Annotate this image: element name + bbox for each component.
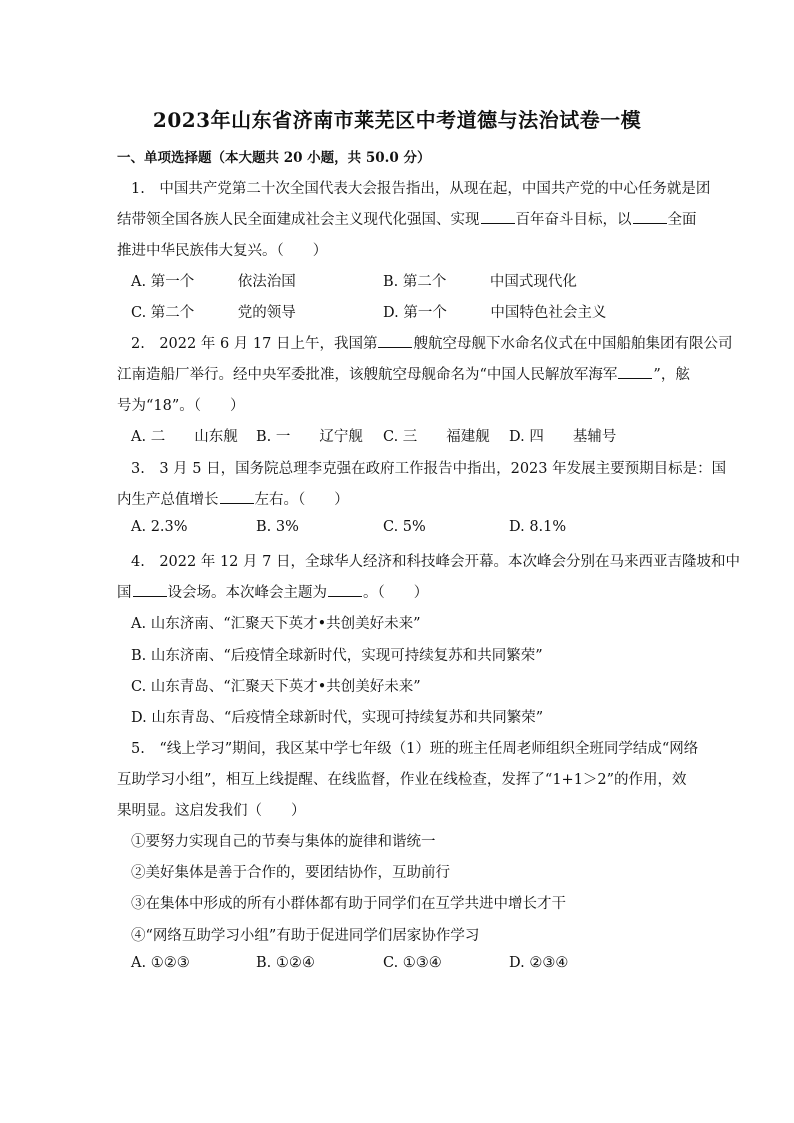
- q4-option-a[interactable]: A. 山东济南、“汇聚天下英才•共创美好未来”: [131, 616, 421, 632]
- q4-text: 。（ ）: [363, 585, 429, 601]
- q5-option-c[interactable]: C. ①③④: [383, 955, 442, 971]
- q4-option-c[interactable]: C. 山东青岛、“汇聚天下英才•共创美好未来”: [131, 679, 421, 695]
- q2-option-a[interactable]: A. 二 山东舰: [131, 429, 238, 445]
- q2-text: 2. 2022 年 6 月 17 日上午，我国第: [131, 336, 378, 352]
- q3-option-a[interactable]: A. 2.3%: [131, 519, 188, 535]
- q3-text: 左右。（ ）: [254, 492, 349, 508]
- q1-text: 全面: [667, 212, 697, 228]
- q1-option-c[interactable]: C. 第二个 党的领导: [131, 305, 296, 321]
- q3-option-c[interactable]: C. 5%: [383, 519, 426, 535]
- q1-line-2: [117, 208, 697, 229]
- q3-line-2: [117, 488, 349, 509]
- q5-line-1: 5. “线上学习”期间，我区某中学七年级（1）班的班主任周老师组织全班同学结成“网络: [131, 741, 699, 757]
- q5-statement-3: ③在集体中形成的所有小群体都有助于同学们在互学共进中增长才干: [131, 896, 566, 912]
- q1-option-a[interactable]: A. 第一个 依法治国: [131, 274, 296, 290]
- q4-text: 国: [117, 585, 132, 601]
- q2-line-1: [131, 332, 732, 353]
- q5-statement-1: ①要努力实现自己的节奏与集体的旋律和谐统一: [131, 834, 436, 850]
- answer-blank: [220, 489, 254, 504]
- answer-blank: [633, 209, 667, 224]
- q5-option-a[interactable]: A. ①②③: [131, 955, 190, 971]
- q2-option-d[interactable]: D. 四 基辅号: [509, 429, 617, 445]
- answer-blank: [618, 364, 652, 379]
- q2-text: 江南造船厂举行。经中央军委批准，该艘航空母舰命名为“中国人民解放军海军: [117, 367, 618, 383]
- answer-blank: [133, 582, 167, 597]
- answer-blank: [328, 582, 362, 597]
- q2-line-2: [117, 363, 690, 384]
- q2-line-3: 号为“18”。（ ）: [117, 398, 245, 414]
- q2-option-b[interactable]: B. 一 辽宁舰: [256, 429, 363, 445]
- q4-line-2: [117, 581, 428, 602]
- page-title: 2023年山东省济南市莱芜区中考道德与法治试卷一模: [152, 108, 642, 132]
- q4-option-b[interactable]: B. 山东济南、“后疫情全球新时代，实现可持续复苏和共同繁荣”: [131, 648, 543, 664]
- q4-option-d[interactable]: D. 山东青岛、“后疫情全球新时代，实现可持续复苏和共同繁荣”: [131, 710, 544, 726]
- q5-option-b[interactable]: B. ①②④: [256, 955, 315, 971]
- q5-line-2: 互助学习小组”，相互上线提醒、在线监督，作业在线检查，发挥了“1+1＞2”的作用，效: [117, 772, 687, 788]
- q5-line-3: 果明显。这启发我们（ ）: [117, 803, 306, 819]
- q1-line-1: 1. 中国共产党第二十次全国代表大会报告指出，从现在起，中国共产党的中心任务就是团: [131, 181, 711, 197]
- q1-option-b[interactable]: B. 第二个 中国式现代化: [383, 274, 577, 290]
- q3-line-1: 3. 3 月 5 日，国务院总理李克强在政府工作报告中指出，2023 年发展主要预期目标是：国: [131, 461, 727, 477]
- q2-option-c[interactable]: C. 三 福建舰: [383, 429, 490, 445]
- q5-option-d[interactable]: D. ②③④: [509, 955, 569, 971]
- q1-text: 结带领全国各族人民全面建成社会主义现代化强国、实现: [117, 212, 480, 228]
- q2-text: 艘航空母舰下水命名仪式在中国船舶集团有限公司: [413, 336, 733, 352]
- section-heading: 一、单项选择题（本大题共 20 小题，共 50.0 分）: [117, 150, 431, 166]
- answer-blank: [481, 209, 515, 224]
- answer-blank: [378, 333, 412, 348]
- q4-text: 设会场。本次峰会主题为: [167, 585, 327, 601]
- q5-statement-2: ②美好集体是善于合作的，要团结协作，互助前行: [131, 865, 450, 881]
- q5-statement-4: ④“网络互助学习小组”有助于促进同学们居家协作学习: [131, 928, 480, 944]
- q2-text: ”，舷: [653, 367, 690, 383]
- q4-line-1: 4. 2022 年 12 月 7 日，全球华人经济和科技峰会开幕。本次峰会分别在马来西亚吉隆坡和中: [131, 554, 740, 570]
- q3-option-b[interactable]: B. 3%: [256, 519, 299, 535]
- q1-text: 百年奋斗目标，以: [515, 212, 632, 228]
- q3-text: 内生产总值增长: [117, 492, 219, 508]
- q1-option-d[interactable]: D. 第一个 中国特色社会主义: [383, 305, 607, 321]
- q3-option-d[interactable]: D. 8.1%: [509, 519, 567, 535]
- q1-line-3: 推进中华民族伟大复兴。（ ）: [117, 243, 328, 259]
